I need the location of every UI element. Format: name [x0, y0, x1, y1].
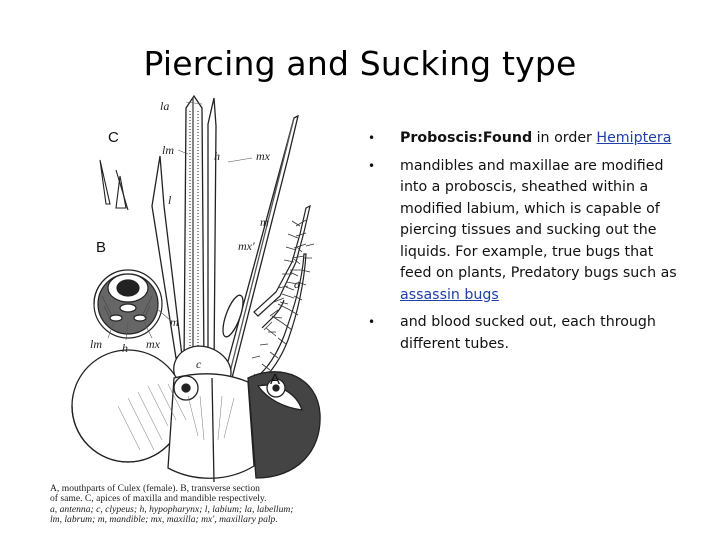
label-mandible: m — [260, 215, 269, 229]
figure-caption — [50, 484, 360, 526]
label-b-mandible: m — [170, 315, 179, 329]
label-b-hypopharynx: h — [122, 341, 128, 355]
caption-line: lm, labrum; m, mandible; mx, maxilla; mx', maxillary palp. — [50, 514, 278, 526]
bullet-list — [368, 128, 678, 361]
label-b-labrum: lm — [90, 337, 102, 351]
bullet-dot: • — [368, 158, 376, 173]
bullet-text: in order — [532, 130, 597, 146]
bullet-item — [368, 128, 678, 150]
bullet-item — [368, 312, 678, 355]
assassin-bugs-link[interactable]: assassin bugs — [400, 286, 499, 303]
label-c: C — [108, 129, 119, 146]
label-b-maxilla: mx — [146, 337, 160, 351]
label-maxillary-palp: mx' — [238, 239, 255, 253]
label-labrum: lm — [162, 143, 174, 157]
bullet-text: mandibles and maxillae are modified into a proboscis, sheathed within a modified labium, which is capable of piercing tissues and sucking out the liquids. For example, true bugs that feed on plants, Predatory bugs such as — [400, 157, 677, 281]
label-labium: l — [168, 193, 172, 207]
mosquito-mouthparts-figure — [48, 86, 358, 534]
bullet-dot: • — [368, 315, 376, 329]
bullet-dot: • — [368, 131, 376, 145]
label-clypeus: c — [196, 357, 202, 371]
hemiptera-link[interactable]: Hemiptera — [596, 130, 672, 146]
bullet-bold-text: Proboscis:Found — [400, 130, 533, 146]
caption-line: a, antenna; c, clypeus; h, hypopharynx; l, labium; la, labellum; — [50, 503, 294, 515]
label-maxilla: mx — [256, 149, 270, 163]
label-b: B — [96, 239, 107, 256]
bullet-item — [368, 156, 678, 307]
caption-line: A, mouthparts of Culex (female). B, transverse section — [50, 483, 260, 494]
bullet-text: and blood sucked out, each through different tubes. — [400, 314, 656, 352]
caption-line: of same. C, apices of maxilla and mandible respectively. — [50, 493, 267, 505]
slide-title: Piercing and Sucking type — [143, 44, 577, 83]
cross-section-figure — [94, 270, 162, 338]
apices-figure — [100, 160, 128, 210]
label-antenna: a — [294, 277, 300, 291]
label-hypopharynx: h — [214, 149, 220, 163]
label-a: A — [270, 371, 281, 388]
label-labellum: la — [160, 99, 170, 113]
